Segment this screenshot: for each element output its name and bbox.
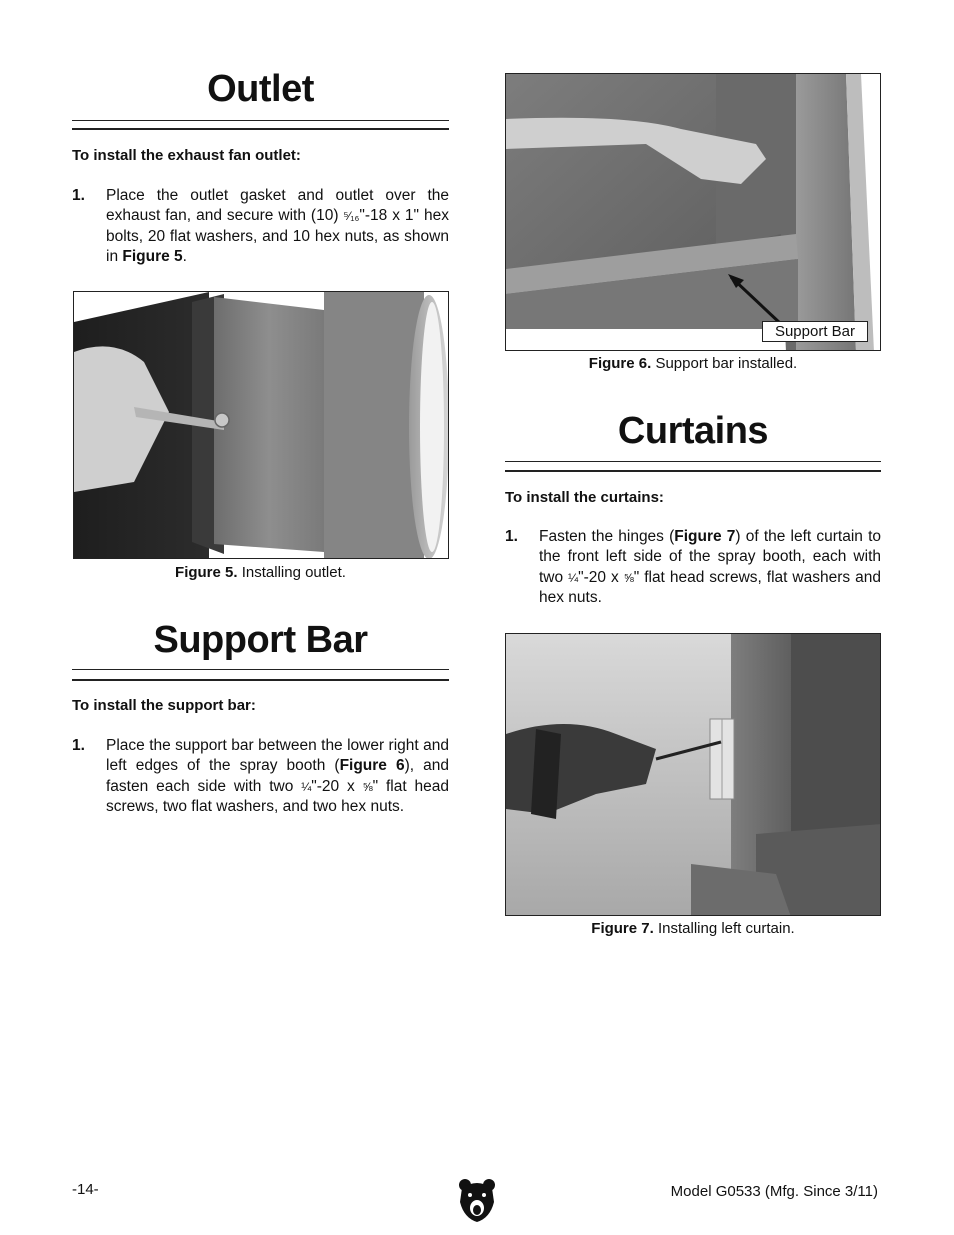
figure-7-photo bbox=[505, 633, 881, 916]
outlet-rule-top bbox=[72, 120, 449, 121]
step-text: "-18 x 1" hex bolts, 20 flat washers, and 10 hex nuts, as shown in bbox=[106, 207, 449, 265]
support-bar-step bbox=[72, 736, 449, 817]
step-text: Place the outlet gasket and outlet over the exhaust fan, and secure with (10) bbox=[106, 187, 449, 225]
page-number: -14- bbox=[72, 1181, 99, 1198]
support-bar-title: Support Bar bbox=[153, 619, 368, 661]
step-text: ), and fasten each side with two bbox=[106, 757, 449, 795]
step-text: "-20 x bbox=[578, 568, 624, 586]
model-label: Model G0533 (Mfg. Since 3/11) bbox=[670, 1183, 878, 1200]
figure-caption-text: Support bar installed. bbox=[651, 355, 798, 372]
figure-caption-text: Installing left curtain. bbox=[653, 920, 795, 937]
support-bar-subheading: To install the support bar: bbox=[72, 697, 256, 714]
step-text: . bbox=[182, 247, 187, 265]
outlet-subheading: To install the exhaust fan outlet: bbox=[72, 147, 301, 164]
curtains-subheading: To install the curtains: bbox=[505, 489, 664, 506]
step-text: " flat head screws, flat washers and hex nuts. bbox=[539, 568, 881, 606]
figure-5-caption bbox=[72, 564, 449, 581]
support-bar-rule-bottom bbox=[72, 679, 449, 681]
support-bar-callout: Support Bar bbox=[762, 321, 868, 342]
figure-reference: Figure 7 bbox=[674, 528, 736, 545]
curtain-photo-illustration bbox=[506, 634, 881, 916]
figure-6-caption bbox=[505, 355, 881, 372]
step-text: Place the support bar between the lower right and left edges of the spray booth ( bbox=[106, 737, 449, 775]
fraction: ⅝ bbox=[362, 779, 373, 794]
figure-reference: Figure 5 bbox=[122, 247, 183, 265]
curtains-step bbox=[505, 527, 881, 608]
fraction: ¼ bbox=[568, 570, 579, 585]
step-number: 1. bbox=[72, 737, 85, 754]
outlet-title: Outlet bbox=[207, 68, 314, 110]
figure-7-caption bbox=[505, 920, 881, 937]
step-number: 1. bbox=[72, 187, 85, 204]
step-number: 1. bbox=[505, 528, 518, 545]
step-text: Fasten the hinges ( bbox=[539, 528, 675, 545]
figure-label: Figure 5. bbox=[175, 564, 238, 581]
fraction: ⁵⁄₁₆ bbox=[343, 209, 360, 224]
curtains-rule-top bbox=[505, 461, 881, 462]
fraction: ¼ bbox=[301, 779, 312, 794]
curtains-rule-bottom bbox=[505, 470, 881, 472]
outlet-step bbox=[72, 186, 449, 267]
figure-label: Figure 7. bbox=[591, 920, 654, 937]
figure-6-photo bbox=[505, 73, 881, 351]
outlet-rule-bottom bbox=[72, 128, 449, 130]
step-text: "-20 x bbox=[311, 777, 363, 795]
outlet-photo-illustration bbox=[74, 292, 449, 559]
support-bar-photo-illustration bbox=[506, 74, 881, 351]
step-text: ) of the left curtain to the front left side of the spray booth, each with two bbox=[539, 528, 881, 586]
figure-5-photo bbox=[73, 291, 449, 559]
step-text: " flat head screws, two flat washers, and two hex nuts. bbox=[106, 777, 449, 815]
curtains-title: Curtains bbox=[617, 410, 769, 452]
grizzly-bear-logo-icon bbox=[458, 1178, 496, 1222]
figure-label: Figure 6. bbox=[588, 355, 652, 372]
fraction: ⅝ bbox=[623, 570, 634, 585]
figure-reference: Figure 6 bbox=[339, 757, 405, 775]
support-bar-rule-top bbox=[72, 669, 449, 670]
figure-caption-text: Installing outlet. bbox=[237, 564, 346, 581]
